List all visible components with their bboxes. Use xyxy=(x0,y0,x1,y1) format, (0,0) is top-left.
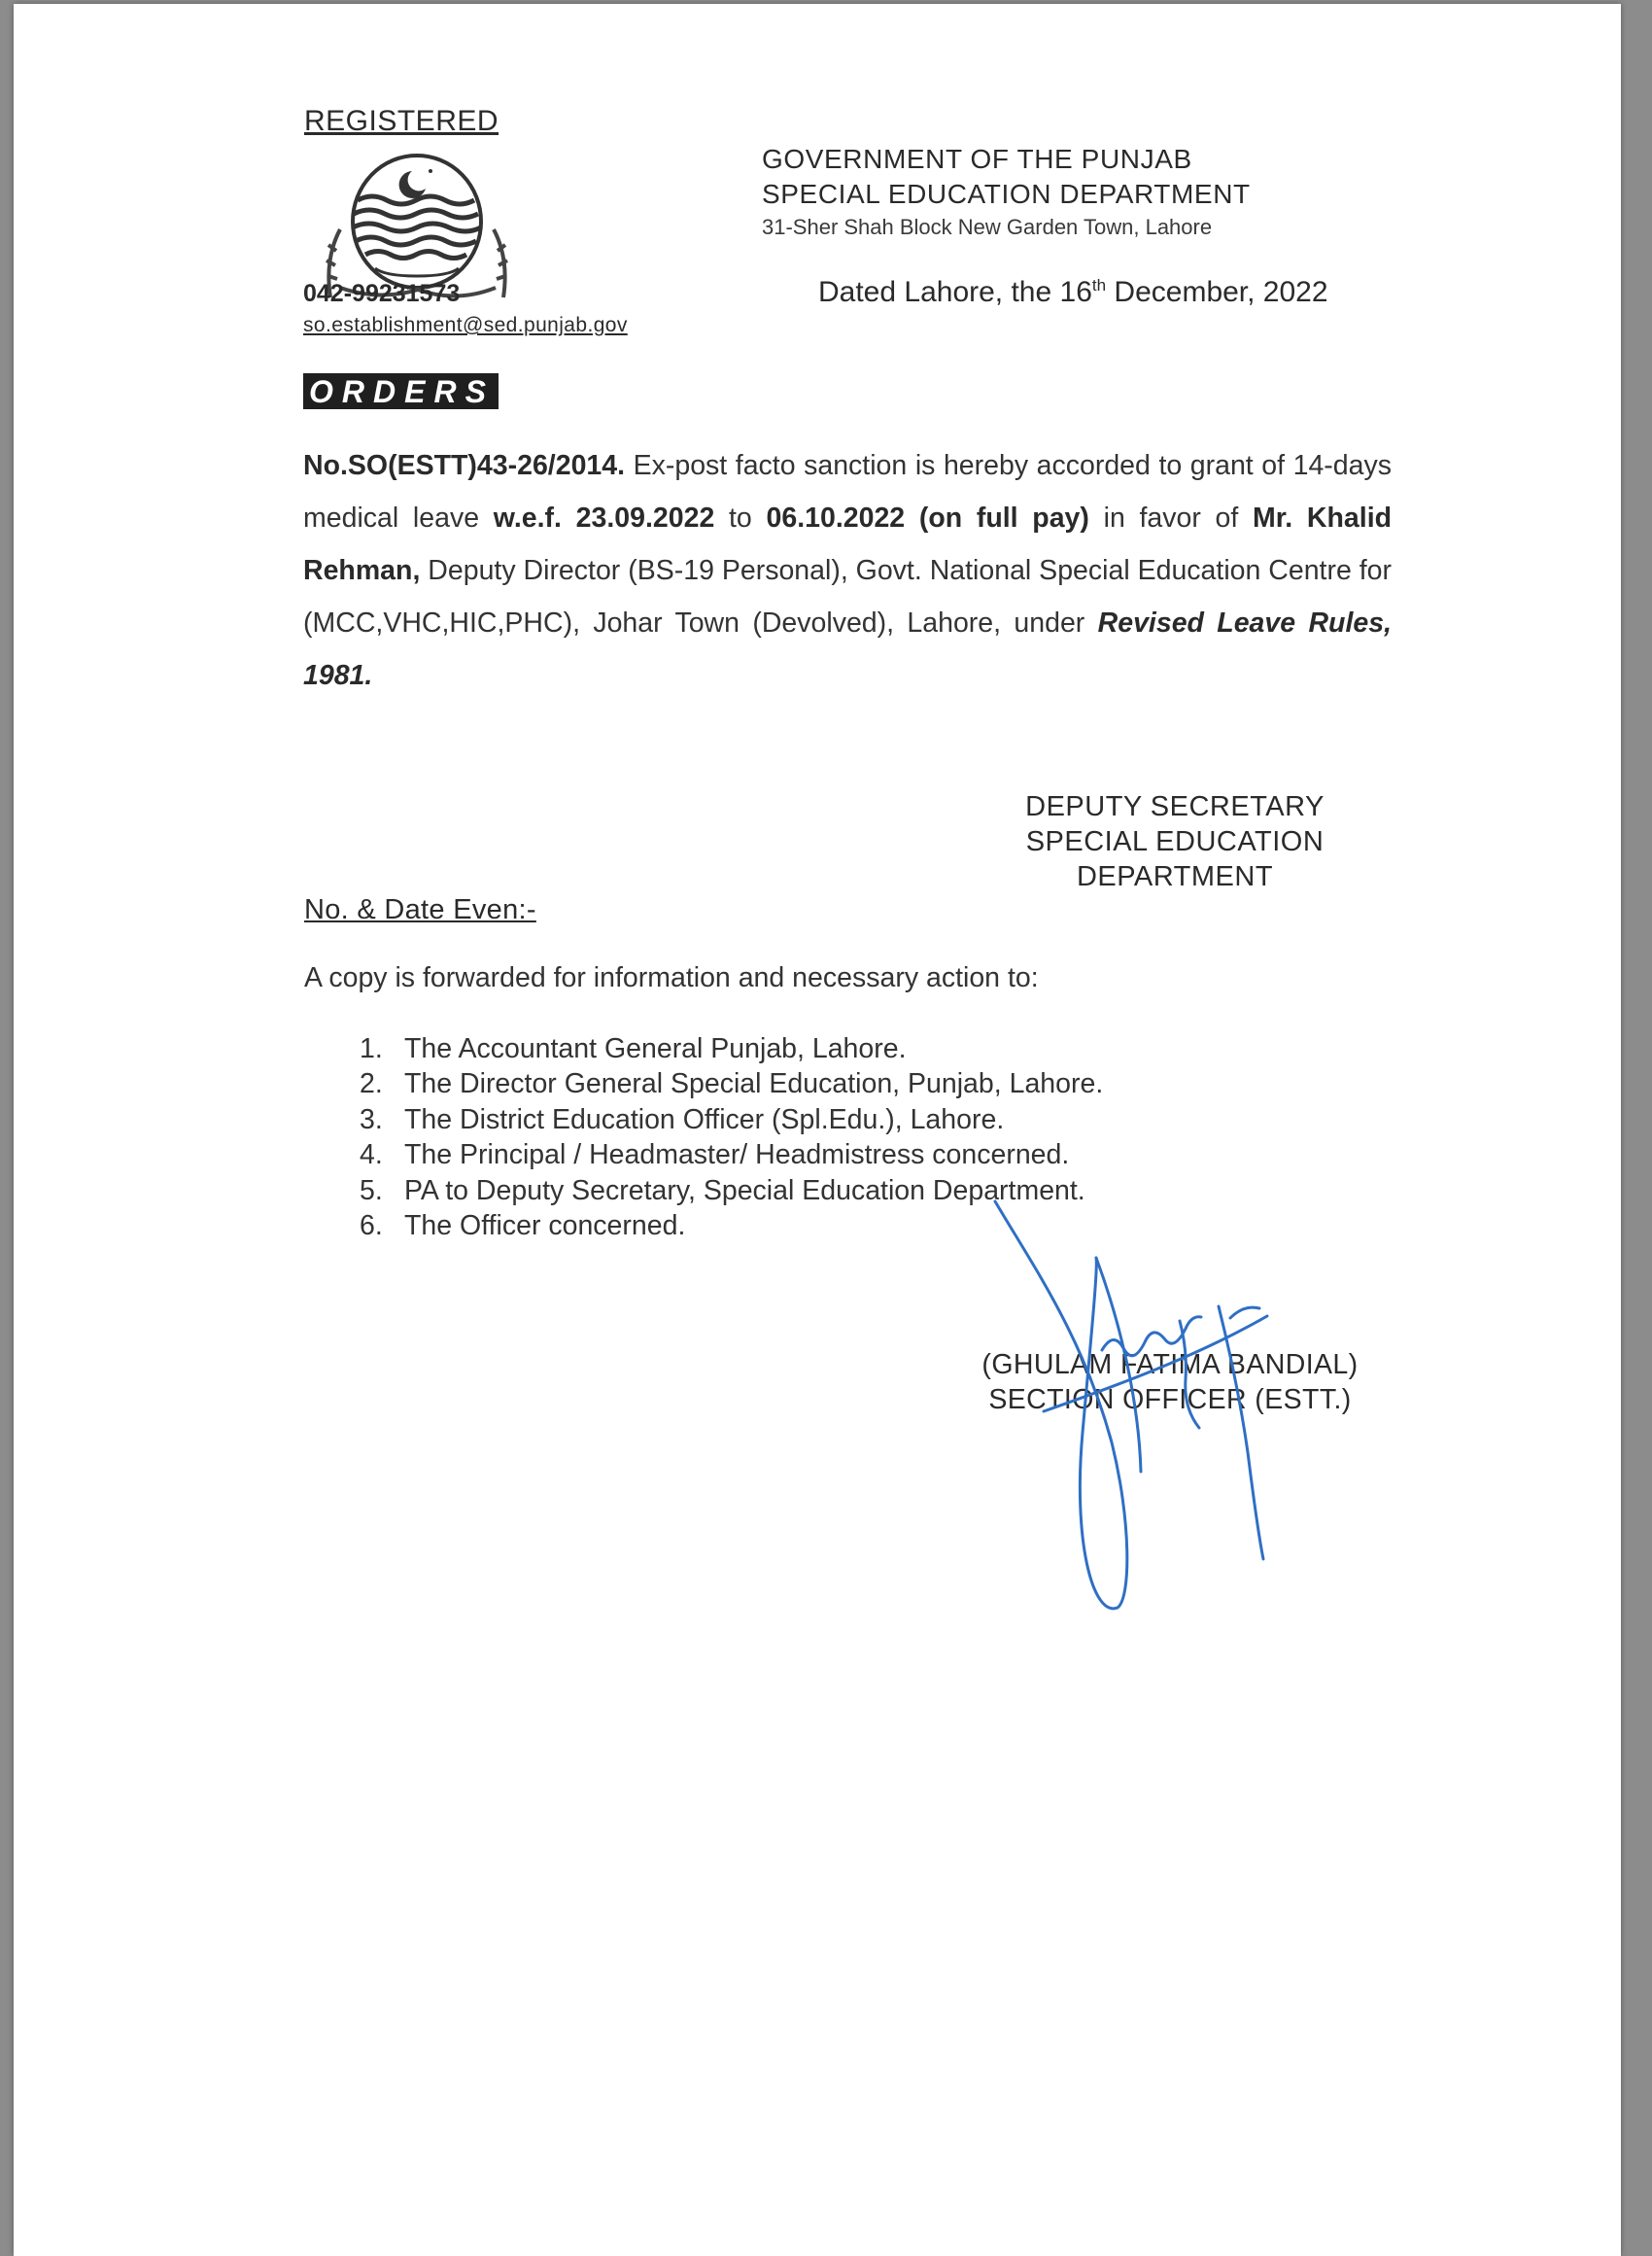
list-item: 4. The Principal / Headmaster/ Headmistress concerned. xyxy=(360,1139,1070,1171)
order-paragraph: No.SO(ESTT)43-26/2014. Ex-post facto sanction is hereby accorded to grant of 14-days medical leave w.e.f. 23.09.2022 to 06.10.2022 (on full pay) in favor of Mr. Khalid Rehman, Deputy Director (BS-19 Personal), Govt. National Special Education Centre for (MCC,VHC,HIC,PHC), Johar Town (Devolved), Lahore, under Revised Leave Rules, 1981. xyxy=(303,450,1393,691)
order-number: No.SO(ESTT)43-26/2014. xyxy=(303,450,626,481)
department-address: 31-Sher Shah Block New Garden Town, Lahore xyxy=(762,215,1213,239)
punjab-government-emblem-icon xyxy=(317,152,517,299)
phone-number: 042-99231573 xyxy=(303,280,461,307)
registered-label: REGISTERED xyxy=(304,105,499,137)
endorsement-heading: No. & Date Even:- xyxy=(304,894,536,925)
department-title: SPECIAL EDUCATION DEPARTMENT xyxy=(762,179,1251,209)
list-item: 2. The Director General Special Education, Punjab, Lahore. xyxy=(360,1068,1104,1100)
leave-rules: Revised Leave Rules, 1981. xyxy=(303,607,1392,691)
start-date: w.e.f. 23.09.2022 xyxy=(493,503,715,534)
orders-heading: ORDERS xyxy=(303,373,499,409)
government-title: GOVERNMENT OF THE PUNJAB xyxy=(762,144,1192,174)
list-item: 6. The Officer concerned. xyxy=(360,1210,686,1242)
signatory-designation: SECTION OFFICER (ESTT.) xyxy=(988,1384,1352,1415)
deputy-secretary-block: DEPUTY SECRETARY SPECIAL EDUCATION DEPARTMENT xyxy=(1025,791,1325,892)
end-date: 06.10.2022 (on full pay) xyxy=(766,503,1089,534)
document-page xyxy=(14,4,1621,2256)
document-date: Dated Lahore, the 16th December, 2022 xyxy=(818,276,1328,308)
list-item: 3. The District Education Officer (Spl.Edu.), Lahore. xyxy=(360,1103,1005,1135)
signatory-name: (GHULAM FATIMA BANDIAL) xyxy=(981,1349,1359,1380)
officer-name: Mr. Khalid Rehman, xyxy=(303,503,1393,586)
list-item: 5. PA to Deputy Secretary, Special Education Department. xyxy=(360,1174,1085,1206)
list-item: 1. The Accountant General Punjab, Lahore. xyxy=(360,1033,907,1064)
handwritten-signature xyxy=(976,1190,1306,1627)
email-address: so.establishment@sed.punjab.gov xyxy=(303,314,628,336)
endorsement-intro: A copy is forwarded for information and necessary action to: xyxy=(304,962,1039,993)
department-header xyxy=(762,142,1251,243)
